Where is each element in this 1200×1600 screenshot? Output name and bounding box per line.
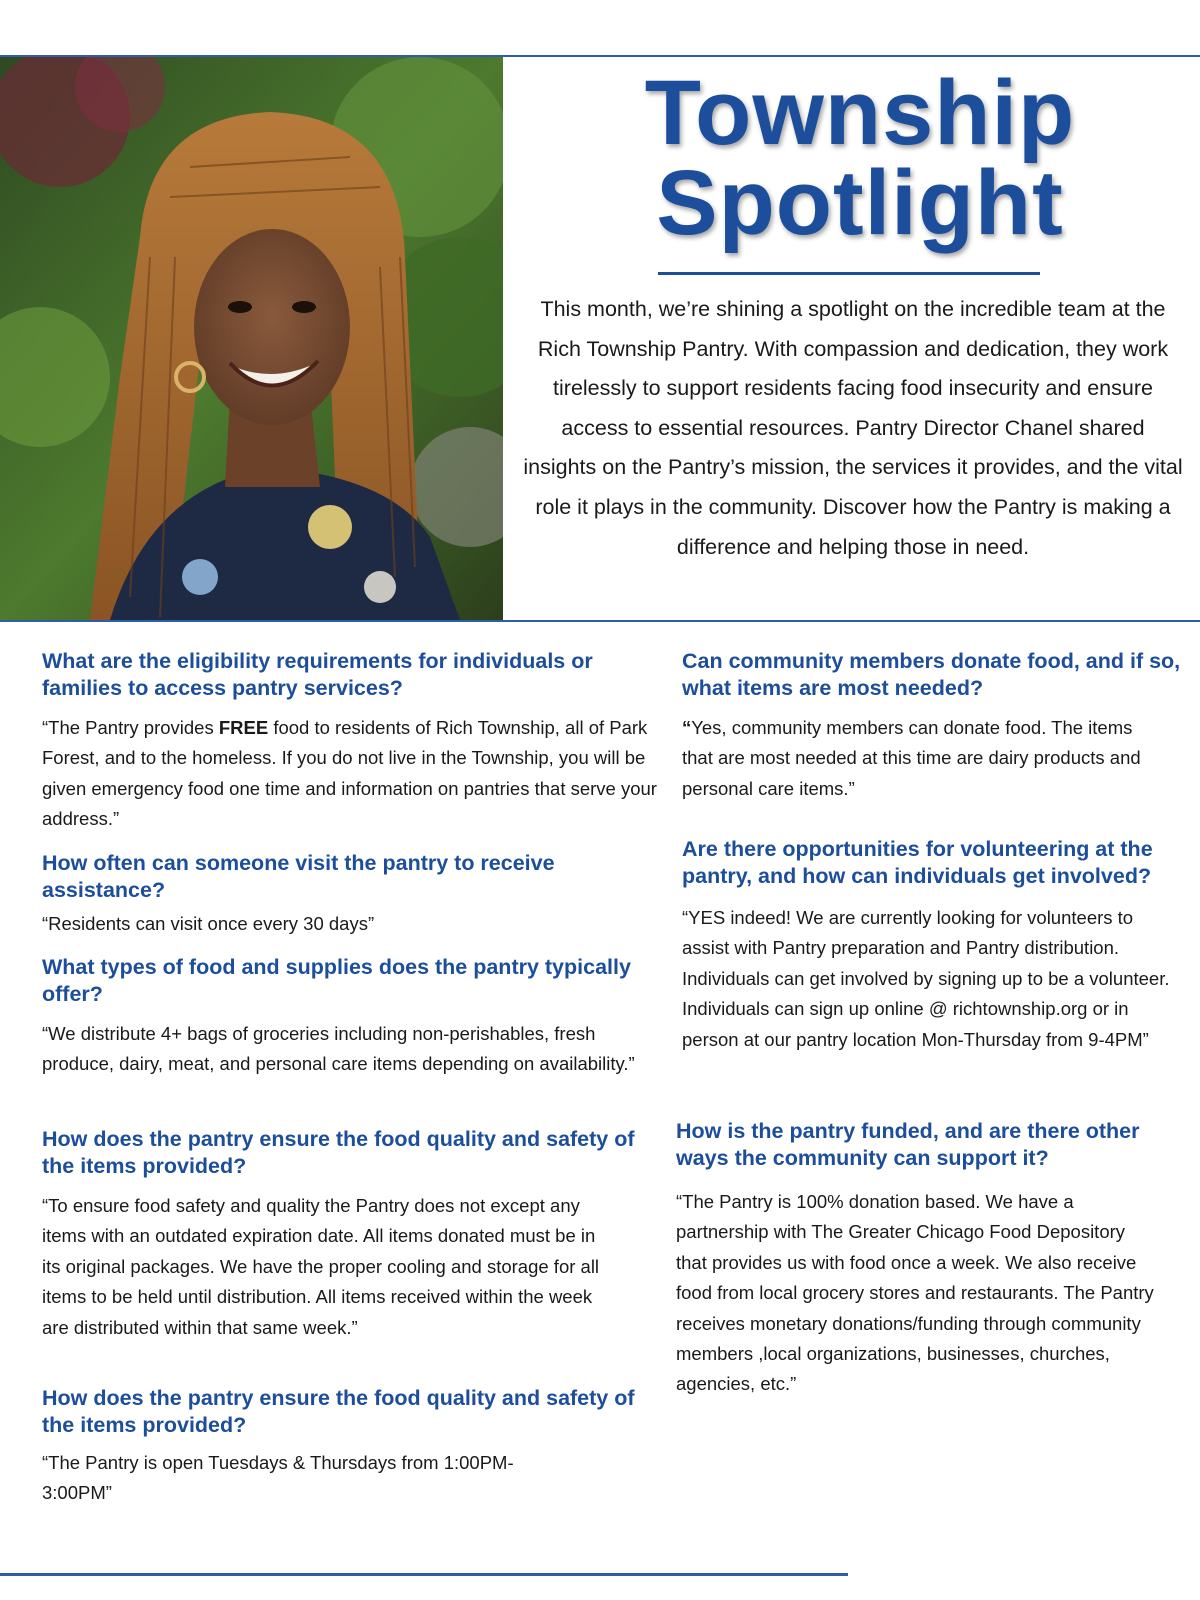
section-divider [0, 620, 1200, 622]
intro-paragraph: This month, we’re shining a spotlight on the incredible team at the Rich Township Pantry. With compassion and dedication, they work tirelessly to support residents facing food insecurity and ensure access to essential resources. Pantry Director Chanel shared insights on the Pantry’s mission, the services it provides, and the vital role it plays in the community. Discover how the Pantry is making a difference and helping those in need. [523, 297, 1183, 559]
answer-emphasis: FREE [218, 717, 269, 738]
question-heading: How is the pantry funded, and are there other ways the community can support it? [676, 1119, 1140, 1170]
qa-donations [682, 648, 1198, 804]
answer-text: “Residents can visit once every 30 days” [42, 913, 375, 934]
answer-text: “The Pantry is 100% donation based. We have a partnership with The Greater Chicago Food Depository that provides us with food once a week. We also receive food from local grocery stores and restaurants. The Pantry receives monetary donations/funding through community members ,local organizations, businesses, churches, agencies, etc.” [676, 1191, 1154, 1395]
question-heading: How does the pantry ensure the food quality and safety of the items provided? [42, 1127, 635, 1178]
answer-text: “YES indeed! We are currently looking for volunteers to assist with Pantry preparation and Pantry distribution. Individuals can get involved by signing up to be a volunteer. Individuals can sign up online @ richtownship.org or in person at our pantry location Mon-Thursday from 9-4PM” [682, 907, 1170, 1050]
question-heading: What are the eligibility requirements for individuals or families to access pantry services? [42, 649, 593, 700]
bottom-rule [0, 1573, 848, 1576]
answer-text: “The Pantry is open Tuesdays & Thursdays from 1:00PM-3:00PM” [42, 1452, 514, 1504]
answer-text: “Yes, community members can donate food. The items that are most needed at this time are dairy products and personal care items.” [682, 717, 1141, 799]
question-heading: Are there opportunities for volunteering at the pantry, and how can individuals get involved? [682, 837, 1153, 888]
answer-text: “The Pantry provides FREE food to residents of Rich Township, all of Park Forest, and to the homeless. If you do not live in the Township, you will be given emergency food one time and information on pantries that serve your address.” [42, 717, 657, 830]
question-heading: How often can someone visit the pantry to receive assistance? [42, 851, 555, 902]
question-heading: What types of food and supplies does the pantry typically offer? [42, 955, 631, 1006]
question-heading: How does the pantry ensure the food quality and safety of the items provided? [42, 1386, 635, 1437]
qa-hours [42, 1385, 662, 1509]
qa-eligibility [42, 648, 662, 835]
portrait-photo [0, 57, 503, 620]
qa-food-types [42, 954, 662, 1080]
page-title [520, 62, 1200, 254]
title-underline [658, 272, 1040, 275]
title-line-1: Township [644, 62, 1076, 164]
answer-text: “We distribute 4+ bags of groceries including non-perishables, fresh produce, dairy, meat, and personal care items depending on availability.” [42, 1023, 635, 1075]
answer-text: “To ensure food safety and quality the Pantry does not except any items with an outdated expiration date. All items donated must be in its original packages. We have the proper cooling and storage for all items to be held until distribution. All items received within the week are distributed within that same week.” [42, 1195, 600, 1338]
qa-funding [676, 1118, 1198, 1400]
qa-volunteering [682, 836, 1198, 1055]
qa-food-safety [42, 1126, 662, 1343]
qa-visit-frequency [42, 850, 662, 939]
question-heading: Can community members donate food, and if so, what items are most needed? [682, 649, 1181, 700]
title-line-2: Spotlight [656, 152, 1064, 254]
